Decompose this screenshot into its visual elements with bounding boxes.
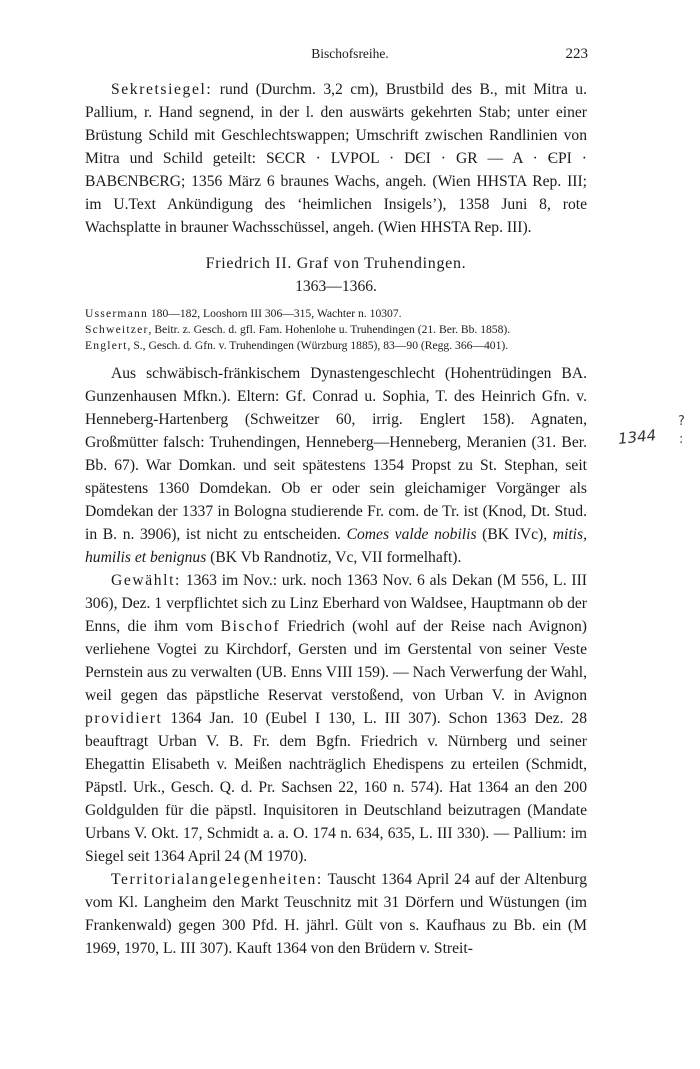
page-header (0, 46, 700, 66)
margin-colon-mark: : (679, 432, 684, 447)
running-head: Bischofsreihe. (311, 46, 389, 61)
reference-line (85, 338, 587, 354)
reference-line (85, 306, 587, 322)
section-heading: Friedrich II. Graf von Truhendingen. (205, 255, 467, 272)
reference-line (85, 322, 587, 338)
origin-tail: (BK Vb Randnotiz, Vc, VII formelhaft). (206, 549, 462, 566)
territorial-text: Tauscht 1364 April 24 auf der Altenburg vom Kl. Langheim den Markt Teuschnitz mit 31 Dörfern und Wüstungen (im Frankenwald) gegen 300 Pfd. H. jährl. Gült von s. Kaufhaus zu Bb. ein (M 1969, 1970, L. III 307). Kauft 1364 von den Brüdern v. Streit- (85, 871, 587, 957)
reference-text: 180—182, Looshorn III 306—315, Wachter n. 10307. (147, 307, 402, 320)
origin-italic-1: Comes valde nobilis (346, 526, 477, 543)
reference-text: , S., Gesch. d. Gfn. v. Truhendingen (Würzburg 1885), 83—90 (Regg. 366—401). (127, 339, 509, 352)
page-number: 223 (565, 46, 588, 62)
handwritten-margin-note: 1344 (617, 426, 658, 448)
reference-text: , Beitr. z. Gesch. d. gfl. Fam. Hohenlohe u. Truhendingen (21. Ber. Bb. 1858). (148, 323, 511, 336)
elected-label: Gewählt: (111, 572, 181, 589)
territorial-label: Territorialangelegenheiten: (111, 871, 323, 888)
section-years: 1363—1366. (295, 278, 377, 295)
elected-bischof: Bischof (220, 618, 281, 635)
elected-text-3: 1364 Jan. 10 (Eubel I 130, L. III 307). Schon 1363 Dez. 28 beauftragt Urban V. B. Fr. dem Bgfn. Friedrich v. Nürnberg und seiner Ehegattin Elisabeth v. Meißen nachträglich Ehedispens zu erteilen (Schmidt, Päpstl. Urk., Gesch. Q. d. Pr. Sachsen 22, 160 n. 574). Hat 1364 an den 200 Goldgulden für die päpstl. Inquisitoren in Deutschland beizutragen (Mandate Urbans V. Okt. 17, Schmidt a. a. O. 174 n. 634, 635, L. III 330). — Pallium: im Siegel seit 1364 April 24 (M 1970). (85, 710, 587, 865)
references-block (85, 306, 587, 354)
territorial-paragraph (85, 868, 587, 960)
elected-providiert: providiert (85, 710, 163, 727)
origin-italic-2: mitis, humilis et benignus (85, 526, 587, 566)
elected-paragraph (85, 569, 587, 868)
origin-mid: (BK IVc), (476, 526, 553, 543)
seal-text: rund (Durchm. 3,2 cm), Brustbild des B., mit Mitra u. Pallium, r. Hand segnend, in der l. den auswärts gekehrten Stab; unter einer Brüstung Schild mit Geschlechtswappen; Umschrift zwischen Randlinien von Mitra und Schild geteilt: SЄCR · LVPOL · DЄI · GR — A · ЄPI · BABЄNBЄRG; 1356 März 6 braunes Wachs, angeh. (Wien HHSTA Rep. III; im U.Text Ankündigung des ‘heimlichen Insigels’), 1358 Juni 8, rote Wachsplatte in brauner Wachsschüssel, angeh. (Wien HHSTA Rep. III). (85, 81, 587, 236)
seal-paragraph (85, 78, 587, 239)
reference-author: Englert (85, 339, 128, 352)
reference-author: Schweitzer (85, 323, 149, 336)
origin-paragraph (85, 362, 587, 569)
elected-text-1: 1363 im Nov.: urk. noch 1363 Nov. 6 als Dekan (M 556, L. III 306), Dez. 1 verpflichtet sich zu Linz Eberhard von Waldsee, Hauptmann ob der Enns, die ihm vom (85, 572, 587, 635)
margin-query-mark: ? (678, 414, 685, 429)
seal-label: Sekretsiegel: (111, 81, 213, 98)
elected-text-2: Friedrich (wohl auf der Reise nach Avignon) verliehene Vogtei zu Kirchdorf, Gersten und im Gerstental von seiner Veste Pernstein aus zu verwalten (UB. Enns VIII 159). — Nach Verwerfung der Wahl, weil gegen das päpstliche Reservat verstoßend, von Urban V. in Avignon (85, 618, 587, 704)
body-text (85, 78, 587, 960)
reference-author: Ussermann (85, 307, 148, 320)
origin-text: Aus schwäbisch-fränkischem Dynastengeschlecht (Hohentrüdingen BA. Gunzenhausen Mfkn.). Eltern: Gf. Conrad u. Sophia, T. des Heinrich Gfn. v. Henneberg-Hartenberg (Schweitzer 60, irrig. Englert 158). Agnaten, Großmütter falsch: Truhendingen, Henneberg—Henneberg, Meranien (31. Ber. Bb. 67). War Domkan. und seit spätestens 1354 Propst zu St. Stephan, seit spätestens 1360 Domdekan. Ob er oder sein gleichamiger Vorgänger als Domdekan der 1337 in Bologna studierende Fr. com. de Tr. ist (Knod, Dt. Stud. in B. n. 3906), ist nicht zu entscheiden. (85, 365, 587, 543)
